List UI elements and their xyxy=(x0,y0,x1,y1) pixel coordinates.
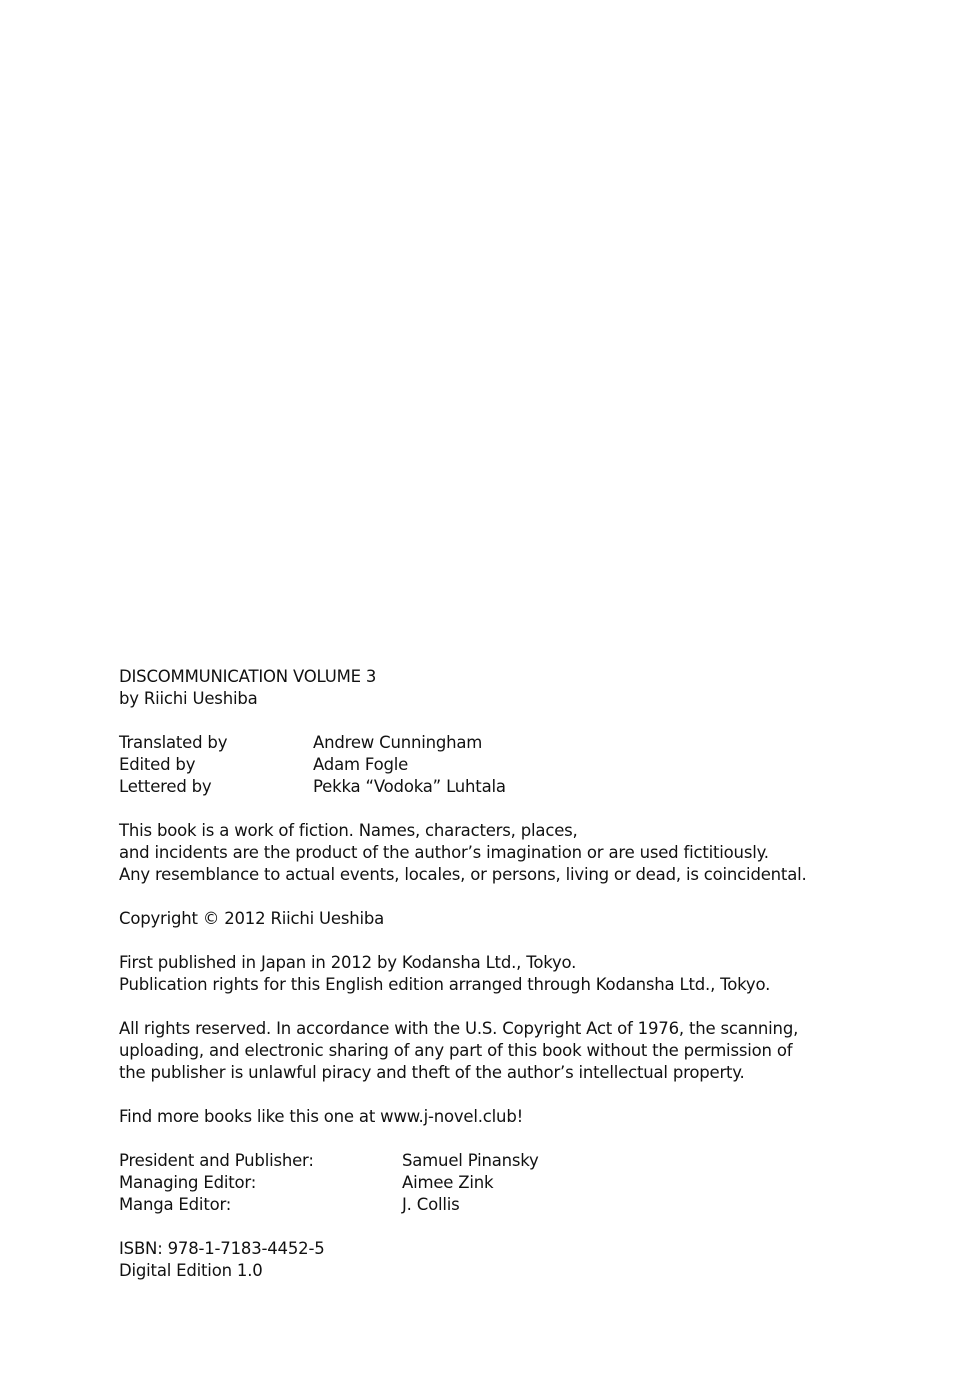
credit-role: Manga Editor: xyxy=(119,1195,232,1214)
publication-notice xyxy=(119,952,879,996)
copyright-notice xyxy=(119,908,879,930)
credit-name: J. Collis xyxy=(402,1195,460,1214)
fiction-notice xyxy=(119,820,879,886)
rights-line: All rights reserved. In accordance with the U.S. Copyright Act of 1976, the scanning, xyxy=(119,1019,799,1038)
copyright-content xyxy=(119,666,879,1304)
credit-name: Samuel Pinansky xyxy=(402,1151,539,1170)
copyright-line: Copyright © 2012 Riichi Ueshiba xyxy=(119,909,385,928)
fiction-notice-line: Any resemblance to actual events, locales, or persons, living or dead, is coincidental. xyxy=(119,865,807,884)
staff-credits xyxy=(119,732,879,798)
credit-name: Andrew Cunningham xyxy=(313,733,483,752)
publication-line: Publication rights for this English edition arranged through Kodansha Ltd., Tokyo. xyxy=(119,975,771,994)
credit-row-editor xyxy=(119,754,879,776)
rights-line: the publisher is unlawful piracy and theft of the author’s intellectual property. xyxy=(119,1063,745,1082)
more-books-notice xyxy=(119,1106,879,1128)
publication-line: First published in Japan in 2012 by Kodansha Ltd., Tokyo. xyxy=(119,953,577,972)
credit-role: Lettered by xyxy=(119,777,212,796)
fiction-notice-line: and incidents are the product of the author’s imagination or are used fictitiously. xyxy=(119,843,769,862)
credit-role: President and Publisher: xyxy=(119,1151,314,1170)
rights-line: uploading, and electronic sharing of any part of this book without the permission of xyxy=(119,1041,793,1060)
credit-row-letterer xyxy=(119,776,879,798)
fiction-notice-line: This book is a work of fiction. Names, characters, places, xyxy=(119,821,578,840)
title-block xyxy=(119,666,879,710)
isbn-line: ISBN: 978-1-7183-4452-5 xyxy=(119,1239,325,1258)
credit-role: Edited by xyxy=(119,755,196,774)
credit-role: Translated by xyxy=(119,733,228,752)
rights-notice xyxy=(119,1018,879,1084)
author-byline: by Riichi Ueshiba xyxy=(119,689,258,708)
edition-line: Digital Edition 1.0 xyxy=(119,1261,263,1280)
credit-name: Adam Fogle xyxy=(313,755,409,774)
credit-row-manga-editor xyxy=(119,1194,879,1216)
credit-row-managing-editor xyxy=(119,1172,879,1194)
isbn-block xyxy=(119,1238,879,1282)
publisher-credits xyxy=(119,1150,879,1216)
book-title: DISCOMMUNICATION VOLUME 3 xyxy=(119,667,377,686)
more-books-line: Find more books like this one at www.j-novel.club! xyxy=(119,1107,524,1126)
credit-name: Pekka “Vodoka” Luhtala xyxy=(313,777,506,796)
credit-role: Managing Editor: xyxy=(119,1173,257,1192)
credit-row-translator xyxy=(119,732,879,754)
credit-name: Aimee Zink xyxy=(402,1173,494,1192)
credit-row-publisher xyxy=(119,1150,879,1172)
